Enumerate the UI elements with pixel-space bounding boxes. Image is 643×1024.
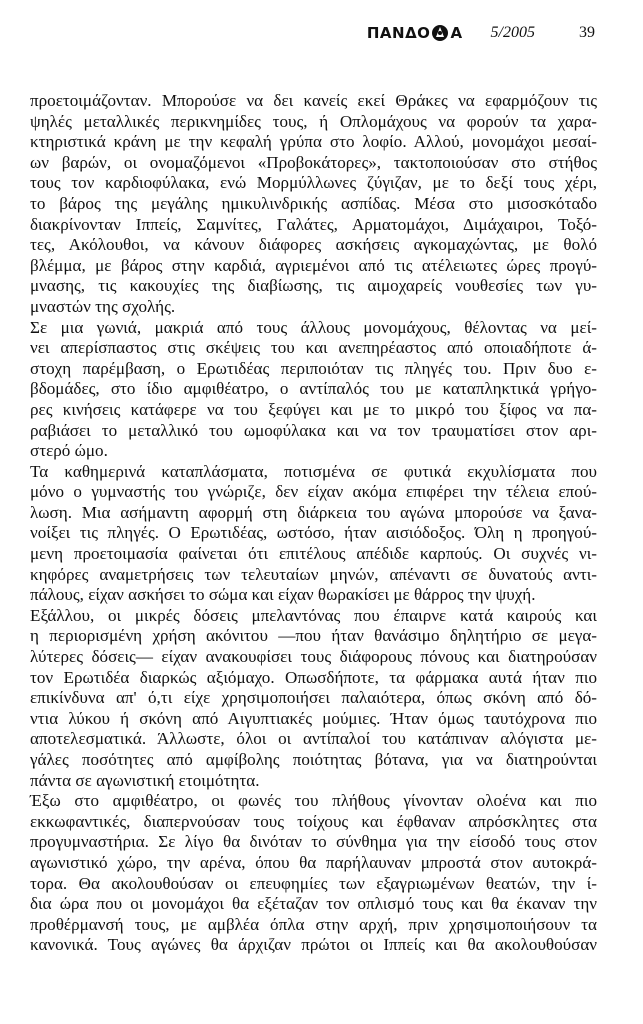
- text-line: Σε μια γωνιά, μακριά από τους άλλους μονομάχους, θέλοντας να μεί-: [30, 317, 597, 337]
- text-line: εκκωφαντικές, διαπερνούσαν τους τοίχους και έφθαναν απρόσκλητες στα: [30, 811, 597, 831]
- text-line: η περιορισμένη χρήση ακόνιτου —που ήταν θανάσιμο δηλητήριο σε μεγα-: [30, 626, 597, 646]
- text-line: δια ώρα που οι μονομάχοι θα εξέταζαν τον οπλισμό τους και θα έκαναν την: [30, 894, 597, 914]
- text-line: ρες κινήσεις κατάφερε να του ξεφύγει και με το μικρό του ξίφος να πα-: [30, 399, 597, 419]
- text-line: Τα καθημερινά καταπλάσματα, ποτισμένα σε φυτικά εκχυλίσματα που: [30, 461, 597, 481]
- page-number: 39: [579, 24, 595, 41]
- text-line: κτηριστικά κράνη με την κεφαλή γρύπα στο λοφίο. Αλλού, μονομάχοι μεσαί-: [30, 132, 597, 152]
- text-line: μνασης, τις κακουχίες της διαβίωσης, τις αιμοχαρείς νουθεσίες των γυ-: [30, 276, 597, 296]
- text-line: προετοιμάζονταν. Μπορούσε να δει κανείς εκεί Θράκες να εφαρμόζουν τις: [30, 91, 597, 110]
- text-line: στερό ώμο.: [30, 441, 108, 461]
- journal-name-suffix: Α: [450, 24, 463, 42]
- text-line: μόνο ο γυμναστής του γνώριζε, δεν είχαν ακόμα επιφέρει την τέλεια επού-: [30, 482, 597, 502]
- text-line: τον Ερωτιδέα διαρκώς αξιόμαχο. Οπωσδήποτε, τα φάρμακα αυτά ήταν πιο: [30, 667, 597, 687]
- text-line: τορα. Θα ακολουθούσαν οι επευφημίες των εξαγριωμένων θεατών, την ί-: [30, 873, 597, 893]
- text-line: κηφόρες αναμετρήσεις των τελευταίων μηνών, απέναντι σε δυνατούς αντι-: [30, 564, 597, 584]
- journal-logo-icon: [431, 24, 449, 42]
- text-line: βλέμμα, με βάρος στην καρδιά, αγριεμένοι από τις ατέλειωτες ώρες προγύ-: [30, 255, 597, 275]
- text-line: επικίνδυνα απ' ό,τι είχε χρησιμοποιήσει παλαιότερα, όπως σκόνη από δό-: [30, 688, 597, 708]
- text-line: τες, Ακόλουθοι, να κάνουν διάφορες ασκήσεις αγκομαχώντας, με θολό: [30, 235, 597, 255]
- text-line: νει απερίσπαστος στις σκέψεις του και ανεπηρέαστος από οποιαδήποτε ά-: [30, 338, 597, 358]
- text-line: βδομάδες, στο ίδιο αμφιθέατρο, ο αντίπαλός του με καταπληκτικά γρήγο-: [30, 379, 597, 399]
- text-line: μενη προετοιμασία φαίνεται ότι επιτέλους απέδιδε καρπούς. Οι συχνές νι-: [30, 544, 597, 564]
- text-line: Εξάλλου, οι μικρές δόσεις μπελαντόνας που έπαιρνε κατά καιρούς και: [30, 605, 597, 625]
- text-line: πάλους, είχαν ασκήσει το σώμα και είχαν θωρακίσει με θάρρος την ψυχή.: [30, 585, 536, 605]
- text-line: τους τον καρδιοφύλακα, ενώ Μορμύλλωνες ζύγιζαν, με το δεξί τους χέρι,: [30, 173, 597, 193]
- text-line: αγωνιστικό χώρο, την αρένα, όπου θα παρήλαυναν μπροστά στον αυτοκρά-: [30, 852, 597, 872]
- text-line: αποτελεσματικά. Άλλωστε, όλοι οι αντίπαλοί του κατάπιναν αλόγιστα με-: [30, 729, 597, 749]
- text-line: Έξω στο αμφιθέατρο, οι φωνές του πλήθους γίνονταν ολοένα και πιο: [30, 791, 597, 811]
- text-line: προθέρμανσή τους, με αμβλέα όπλα στην αρχή, πριν χρησιμοποιήσουν τα: [30, 914, 597, 934]
- text-line: πάντα σε αγωνιστική ετοιμότητα.: [30, 770, 260, 790]
- journal-name: [367, 24, 463, 42]
- journal-name-prefix: ΠΑΝΔΟ: [366, 24, 431, 42]
- text-line: γάλες ποσότητες από αμφίβολης ποιότητας βότανα, για να διατηρούνται: [30, 750, 597, 769]
- text-line: λύτερες δόσεις— είχαν ανακουφίσει τους διάφορους πόνους και διατηρούσαν: [30, 647, 597, 667]
- text-line: ψηλές μεταλλικές περικνημίδες τους, ή Οπλομάχους να φορούν τα χαρα-: [30, 111, 597, 131]
- text-line: ραβιάσει το μεταλλικό του ωμοφύλακα και να τον τραυματίσει στον αρι-: [30, 420, 597, 440]
- running-header: [367, 24, 595, 42]
- text-line: διακρίνονταν Ιππείς, Σαμνίτες, Γαλάτες, Αρματομάχοι, Διμάχαιροι, Τοξό-: [30, 214, 597, 234]
- text-line: στοχη παρέμβαση, ο Ερωτιδέας περιποιόταν τις πληγές του. Πριν δυο ε-: [30, 358, 597, 378]
- text-line: νοίξει τις πληγές. Ο Ερωτιδέας, ωστόσο, ήταν αισιόδοξος. Όλη η προηγού-: [30, 523, 597, 543]
- text-line: ων βαρών, οι ονομαζόμενοι «Προβοκάτορες», τακτοποιούσαν στο στήθος: [30, 152, 597, 172]
- text-line: μναστών της σχολής.: [30, 296, 176, 316]
- text-line: κανονικά. Τους αγώνες θα άρχιζαν πρώτοι οι Ιππείς και θα ακολουθούσαν: [30, 935, 597, 955]
- text-line: λωση. Μια ασήμαντη αφορμή στη διάρκεια του αγώνα μπορούσε να ξανα-: [30, 502, 597, 522]
- issue-number: 5/2005: [490, 24, 535, 41]
- text-line: το βάρος της μεγάλης ημικυλινδρικής ασπίδας. Μέσα στο μισοσκόταδο: [30, 193, 597, 213]
- article-body: [30, 91, 597, 956]
- text-line: ντια λύκου ή σκόνη από Αιγυπτιακές μούμιες. Ήταν όμως ταυτόχρονα πιο: [30, 708, 597, 728]
- text-line: προγυμναστήρια. Σε λίγο θα δινόταν το σύνθημα για την είσοδό τους στον: [30, 832, 597, 852]
